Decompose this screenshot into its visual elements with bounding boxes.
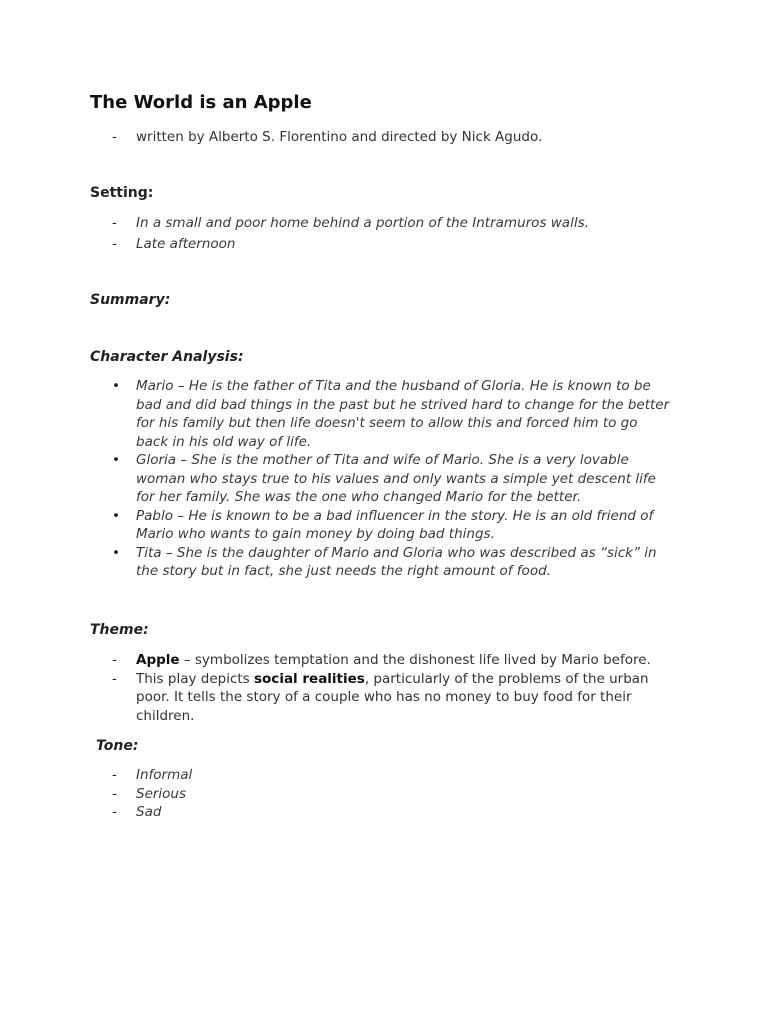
credit-list (90, 128, 542, 147)
list-item (90, 670, 672, 726)
list-item (90, 651, 672, 670)
credit-text: written by Alberto S. Florentino and directed by Nick Agudo. (136, 129, 543, 145)
list-item (90, 377, 672, 451)
character-text: Tita – She is the daughter of Mario and Gloria who was described as “sick” in the story but in fact, she just needs the right amount of food. (136, 544, 657, 579)
dash-marker: - (112, 215, 117, 231)
bullet-marker: • (112, 544, 120, 561)
list-item (90, 214, 589, 233)
setting-list (90, 214, 589, 253)
dash-marker: - (112, 804, 117, 820)
summary-heading: Summary: (90, 292, 171, 308)
dash-marker: - (112, 129, 117, 145)
setting-text: In a small and poor home behind a portion of the Intramuros walls. (136, 215, 589, 231)
dash-marker: - (112, 767, 117, 783)
page-title: The World is an Apple (90, 92, 312, 113)
list-item (90, 128, 542, 147)
list-item (90, 235, 589, 254)
list-item (90, 803, 192, 822)
list-item (90, 785, 192, 804)
character-list (90, 377, 672, 581)
setting-text: Late afternoon (136, 235, 236, 252)
dash-marker: - (112, 785, 117, 802)
theme-text: – symbolizes temptation and the dishonest life lived by Mario before. (179, 652, 651, 668)
list-item (90, 544, 672, 581)
theme-keyword: Apple (136, 652, 180, 668)
tone-text: Serious (136, 785, 187, 802)
character-analysis-heading: Character Analysis: (90, 349, 244, 365)
dash-marker: - (112, 652, 117, 668)
character-text: Mario – He is the father of Tita and the husband of Gloria. He is known to be bad and did bad things in the past but he strived hard to change for the better for his family but then life doesn't seem to allow this and forced him to go back in his old way of life. (136, 378, 670, 450)
bullet-marker: • (112, 378, 120, 394)
theme-keyword: social realities (254, 670, 365, 687)
setting-heading: Setting: (90, 185, 154, 201)
theme-list (90, 651, 672, 725)
theme-text: This play depicts (136, 670, 254, 687)
bullet-marker: • (112, 452, 120, 468)
character-text: Pablo – He is known to be a bad influencer in the story. He is an old friend of Mario who wants to gain money by doing bad things. (136, 507, 654, 542)
tone-heading: Tone: (96, 738, 139, 754)
list-item (90, 766, 192, 785)
dash-marker: - (112, 670, 117, 687)
tone-text: Informal (136, 767, 193, 783)
tone-list (90, 766, 192, 822)
list-item (90, 507, 672, 544)
theme-text: , particularly of the problems of the urban poor. It tells the story of a couple who has no money to buy food for their children. (136, 670, 649, 724)
tone-text: Sad (136, 804, 162, 820)
theme-heading: Theme: (90, 622, 149, 638)
dash-marker: - (112, 235, 117, 252)
list-item (90, 451, 672, 507)
character-text: Gloria – She is the mother of Tita and wife of Mario. She is a very lovable woman who stays true to his values and only wants a simple yet descent life for her family. She was the one who changed Mario for the better. (136, 452, 656, 505)
bullet-marker: • (112, 507, 120, 524)
